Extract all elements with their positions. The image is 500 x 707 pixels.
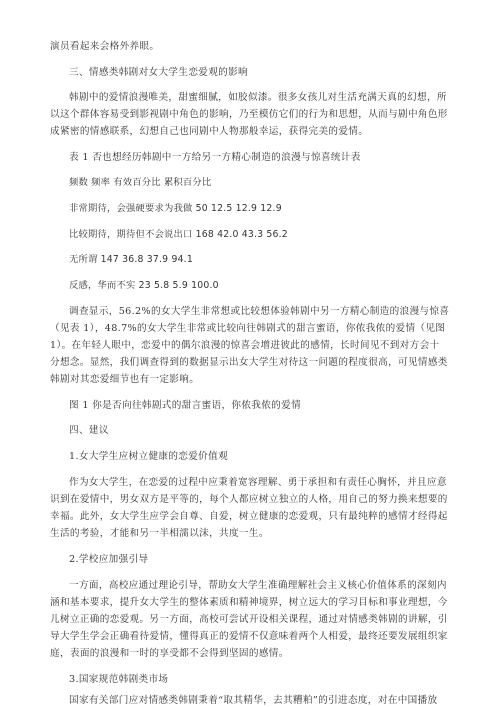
paragraph-line: 韩剧对其恋爱细节也有一定影响。: [50, 374, 200, 385]
paragraph-line: 成紧密的情感联系，幻想自己也同剧中人物那般幸运，获得完美的爱情。: [50, 126, 369, 137]
subsection-heading: 3.国家规范韩剧类市场: [69, 674, 169, 685]
paragraph-line: 分想念。显然，我们调查得到的数据显示出女大学生对待这一问题的程度很高，可见情感类: [50, 357, 448, 368]
paragraph-line: 1）。在年轻人眼中，恋爱中的偶尔浪漫的惊喜会增进彼此的感情，长时间见不到对方会十: [50, 340, 440, 351]
subsection-heading: 2.学校应加强引导: [69, 554, 149, 565]
table-caption: 表 1 否也想经历韩剧中一方给另一方精心制造的浪漫与惊喜统计表: [69, 152, 361, 163]
paragraph-line: 幸福。此外，女大学生应学会自尊、自爱，树立健康的恋爱观，只有最纯粹的感情才经得起: [50, 511, 448, 522]
paragraph-line: 庭，表面的浪漫和一时的享受都不会得到坚固的感情。: [50, 648, 289, 659]
section-heading: 四、建议: [69, 425, 109, 436]
paragraph-line: 涵和基本要求，提升女大学生的整体素质和精神境界，树立远大的学习目标和事业理想，今: [50, 597, 448, 608]
figure-caption: 图 1 你是否向往韩剧式的甜言蜜语，你侬我侬的爱情: [69, 400, 302, 411]
paragraph-line: 导大学生学会正确看待爱情，懂得真正的爱情不仅意味着两个人相爱，最终还要发展组织家: [50, 631, 448, 642]
paragraph-line: 生活的考验，才能和另一半相濡以沫，共度一生。: [50, 528, 269, 539]
paragraph-line: 作为女大学生，在恋爱的过程中应秉着宽容理解、勇于承担和有责任心胸怀，并且应意: [69, 477, 447, 488]
table-row: 比较期待，期待但不会说出口 168 42.0 43.3 56.2: [69, 229, 288, 240]
paragraph-line: 识到在爱情中，男女双方是平等的，每个人都应树立独立的人格，用自己的努力换来想要的: [50, 494, 448, 505]
table-header: 频数 频率 有效百分比 累积百分比: [69, 177, 212, 188]
paragraph-line: 以这个群体容易受到影视剧中角色的影响，乃至模仿它们的行为和思想，从而与剧中角色形: [50, 109, 448, 120]
paragraph-line: 韩剧中的爱情浪漫唯美，甜蜜细腻，如胶似漆。很多女孩儿对生活充满天真的幻想，所: [69, 92, 447, 103]
paragraph-line: 国家有关部门应对情感类韩剧秉着“取其精华，去其糟粕”的引进态度，对在中国播放: [69, 695, 438, 706]
paragraph-line: （见表 1），48.7%的女大学生非常或比较向往韩剧式的甜言蜜语，你侬我侬的爱情（见图: [50, 323, 446, 334]
paragraph-line: 演员看起来会格外养眼。: [50, 41, 160, 52]
table-row: 反感，华而不实 23 5.8 5.9 100.0: [69, 280, 219, 291]
table-row: 非常期待，会强硬要求为我做 50 12.5 12.9 12.9: [69, 203, 282, 214]
paragraph-line: 儿树立正确的恋爱观。另一方面，高校可尝试开设相关课程，通过对情感类韩剧的讲解，引: [50, 614, 448, 625]
section-heading: 三、情感类韩剧对女大学生恋爱观的影响: [69, 67, 248, 78]
paragraph-line: 一方面，高校应通过理论引导，帮助女大学生准确理解社会主义核心价值体系的深刻内: [69, 580, 447, 591]
paragraph-line: 调查显示，56.2%的女大学生非常想或比较想体验韩剧中另一方精心制造的浪漫与惊喜: [69, 306, 450, 317]
table-row: 无所谓 147 36.8 37.9 94.1: [69, 254, 193, 265]
subsection-heading: 1.女大学生应树立健康的恋爱价值观: [69, 451, 229, 462]
